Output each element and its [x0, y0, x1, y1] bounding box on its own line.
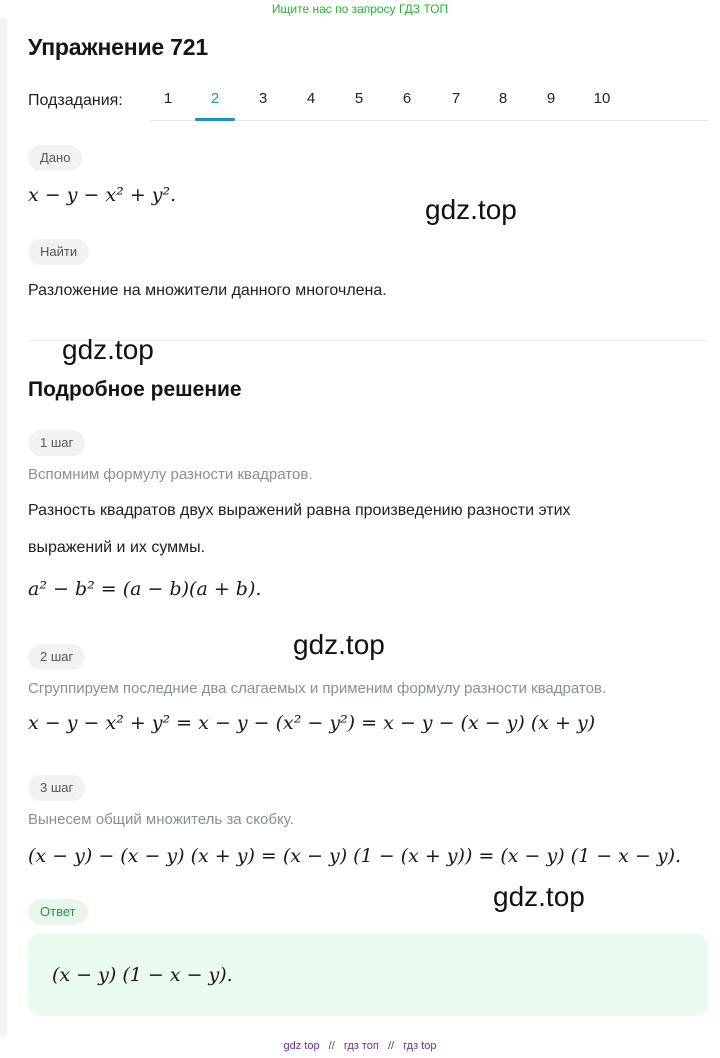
left-rail	[0, 18, 7, 1036]
subtask-tab-7[interactable]: 7	[451, 90, 461, 107]
find-text: Разложение на множители данного многочлена.	[28, 282, 387, 299]
watermark: gdz.top	[493, 881, 585, 912]
footer-link-gdz-top-mixed[interactable]: гдз top	[403, 1040, 437, 1052]
subtask-tab-1[interactable]: 1	[163, 90, 173, 107]
step-1-text-line-2: выражений и их суммы.	[28, 539, 206, 556]
active-tab-indicator	[195, 118, 235, 121]
given-badge: Дано	[28, 145, 82, 171]
subtask-tab-5[interactable]: 5	[354, 90, 364, 107]
footer-separator: //	[387, 1040, 395, 1052]
page-title: Упражнение 721	[28, 34, 208, 60]
subtasks-label: Подзадания:	[28, 92, 123, 109]
solution-title: Подробное решение	[28, 378, 242, 401]
step-1-badge: 1 шаг	[28, 430, 85, 456]
search-banner[interactable]: Ищите нас по запросу ГДЗ ТОП	[271, 2, 449, 16]
subtask-tab-4[interactable]: 4	[306, 90, 316, 107]
given-expression: x − y − x² + y².	[28, 184, 177, 206]
step-2-hint: Сгруппируем последние два слагаемых и применим формулу разности квадратов.	[28, 680, 607, 697]
answer-badge: Ответ	[28, 899, 88, 925]
footer-link-gdz-top[interactable]: gdz top	[283, 1040, 320, 1052]
watermark: gdz.top	[62, 334, 154, 365]
subtask-tab-10[interactable]: 10	[593, 90, 611, 107]
step-3-expression: (x − y) − (x − y) (x + y) = (x − y) (1 − (x + y)) = (x − y) (1 − x − y).	[28, 845, 682, 867]
step-3-badge: 3 шаг	[28, 775, 85, 801]
answer-box	[28, 934, 708, 1016]
subtask-tab-9[interactable]: 9	[546, 90, 556, 107]
step-1-text-line-1: Разность квадратов двух выражений равна произведению разности этих	[28, 502, 571, 519]
footer-link-gdz-top-ru[interactable]: гдз топ	[343, 1040, 379, 1052]
subtask-tab-2[interactable]: 2	[210, 90, 220, 107]
subtask-tab-6[interactable]: 6	[402, 90, 412, 107]
step-1-hint: Вспомним формулу разности квадратов.	[28, 466, 313, 483]
watermark: gdz.top	[293, 629, 385, 660]
step-1-expression: a² − b² = (a − b)(a + b).	[28, 578, 262, 600]
footer-separator: //	[328, 1040, 335, 1052]
subtask-tab-8[interactable]: 8	[498, 90, 508, 107]
step-3-hint: Вынесем общий множитель за скобку.	[28, 811, 294, 828]
step-2-badge: 2 шаг	[28, 644, 85, 670]
watermark: gdz.top	[425, 194, 517, 225]
subtasks-nav	[28, 84, 708, 122]
footer-links	[0, 1040, 720, 1052]
find-badge: Найти	[28, 239, 89, 265]
answer-expression: (x − y) (1 − x − y).	[52, 964, 233, 986]
subtask-tab-3[interactable]: 3	[258, 90, 268, 107]
step-2-expression: x − y − x² + y² = x − y − (x² − y²) = x − y − (x − y) (x + y)	[28, 712, 596, 734]
